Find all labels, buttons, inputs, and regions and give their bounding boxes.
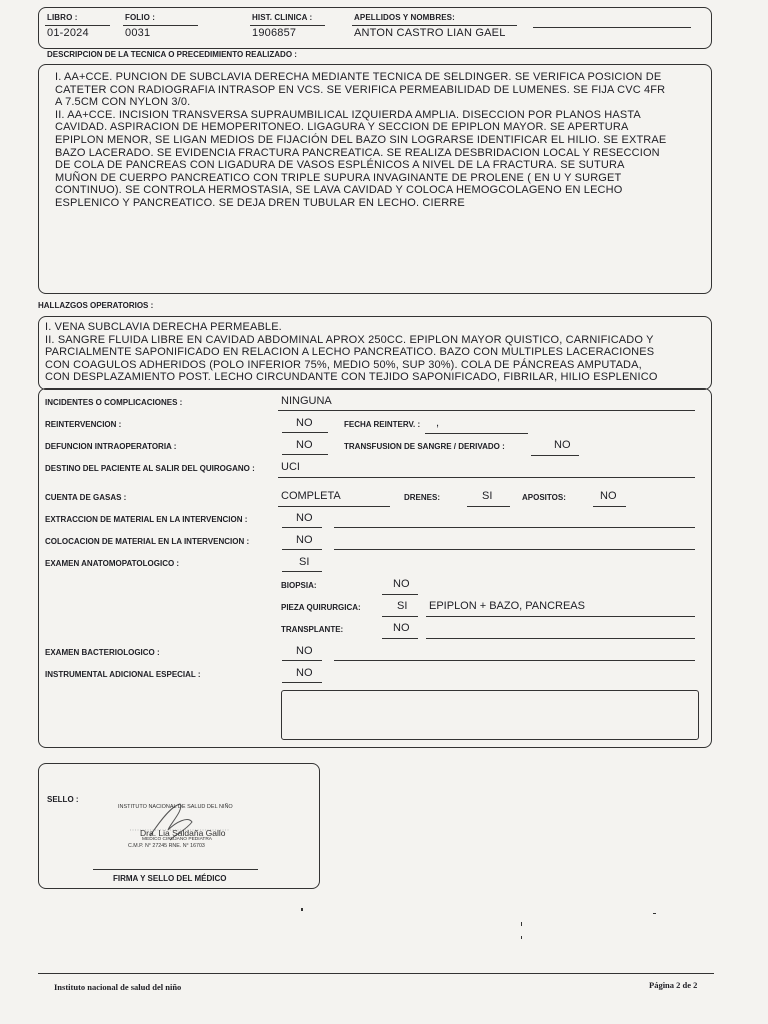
transfusion-label: TRANSFUSION DE SANGRE / DERIVADO :	[344, 442, 505, 451]
hallazgos-text: I. VENA SUBCLAVIA DERECHA PERMEABLE. II. SANGRE FLUIDA LIBRE EN CAVIDAD ABDOMINAL APROX 250CC. EPIPLON MAYOR QUISTICO, CARNIFICADO Y PARCIALMENTE SAPONIFICADO EN RELACION A LECHO PANCREATICO. BAZO CON MULTIPLES LACERACIONES CON COAGULOS ADHERIDOS (POLO INFERIOR 75%, MEDIO 50%, SUP 30%). COLA DE PÁNCREAS AMPUTADA, CON DESPLAZAMIENTO POST. LECHO CIRCUNDANTE CON TEJIDO SAPONIFICADO, FIBRILAR, HILIO ESPLENICO	[45, 321, 658, 384]
hist-clinica-label: HIST. CLINICA :	[252, 13, 313, 22]
folio-underline	[123, 25, 198, 26]
incidentes-value: NINGUNA	[281, 395, 332, 407]
apositos-label: APOSITOS:	[522, 493, 566, 502]
pieza-underline	[382, 616, 418, 617]
extraccion-underline-2	[334, 527, 695, 528]
scan-mark	[301, 908, 303, 911]
bacterio-underline-2	[334, 660, 695, 661]
colocacion-value: NO	[296, 534, 313, 546]
anatomo-value: SI	[299, 556, 310, 568]
scan-mark	[521, 936, 522, 939]
extraccion-value: NO	[296, 512, 313, 524]
libro-label: LIBRO :	[47, 13, 78, 22]
colocacion-underline	[282, 549, 322, 550]
hist-clinica-value: 1906857	[252, 27, 297, 39]
transplante-underline	[382, 638, 418, 639]
colocacion-underline-2	[334, 549, 695, 550]
transplante-underline-2	[426, 638, 695, 639]
signature-line	[93, 869, 258, 870]
bacterio-label: EXAMEN BACTERIOLOGICO :	[45, 648, 160, 657]
doctor-stamp	[110, 800, 260, 860]
biopsia-value: NO	[393, 578, 410, 590]
pieza-detail-underline	[426, 616, 695, 617]
defuncion-underline	[282, 454, 328, 455]
tecnica-text: I. AA+CCE. PUNCION DE SUBCLAVIA DERECHA MEDIANTE TECNICA DE SELDINGER. SE VERIFICA POSICION DE CATETER CON RADIOGRAFIA INTRASOP EN VCS. SE VERIFICA PERMEABILIDAD DE LUMENES. SE FIJA CVC 4FR A 7.5CM CON NYLON 3/0. II. AA+CCE. INCISION TRANSVERSA SUPRAUMBILICAL IZQUIERDA AMPLIA. DISECCION POR PLANOS HASTA CAVIDAD. ASPIRACION DE HEMOPERITONEO. LIGAGURA Y SECCION DE EPIPLON MAYOR. SE APERTURA EPIPLON MENOR, SE LIGAN MEDIOS DE FIJACIÓN DEL BAZO SIN LOGRARSE IDENTIFICAR EL HILIO. SE EXTRAE BAZO LACERADO. SE EVIDENCIA FRACTURA PANCREATICA. SE REALIZA DESBRIDACION LOCAL Y RESECCION DE COLA DE PANCREAS CON LIGADURA DE VASOS ESPLÉNICOS A NIVEL DE LA FRACTURA. SE SUTURA MUÑON DE CUERPO PANCREATICO CON TRIPLE SUPURA INVAGINANTE DE PROLENE ( EN U Y SURGET CONTINUO). SE CONTROLA HERMOSTASIA, SE LAVA CAVIDAD Y COLOCA HEMOGCOLAGENO EN LECHO ESPLENICO Y PANCREATICO. SE DEJA DREN TUBULAR EN LECHO. CIERRE	[55, 71, 667, 209]
pieza-value: SI	[397, 600, 408, 612]
destino-underline	[278, 477, 695, 478]
stamp-doctor-name: Dra. Lia Saldaña Gallo	[140, 828, 226, 838]
hallazgos-title: HALLAZGOS OPERATORIOS :	[38, 301, 154, 310]
cuenta-gasas-underline	[278, 506, 390, 507]
cuenta-gasas-label: CUENTA DE GASAS :	[45, 493, 127, 502]
incidentes-label: INCIDENTES O COMPLICACIONES :	[45, 398, 183, 407]
instrumental-label: INSTRUMENTAL ADICIONAL ESPECIAL :	[45, 670, 201, 679]
anatomo-label: EXAMEN ANATOMOPATOLOGICO :	[45, 559, 180, 568]
destino-value: UCI	[281, 461, 300, 473]
fecha-reinterv-value: ,	[436, 417, 440, 429]
hallazgos-box	[38, 316, 712, 390]
footer-institution: Instituto nacional de salud del niño	[54, 982, 182, 992]
scan-mark	[653, 913, 656, 914]
apellidos-underline-2	[533, 27, 691, 28]
libro-value: 01-2024	[47, 27, 89, 39]
biopsia-label: BIOPSIA:	[281, 581, 317, 590]
defuncion-label: DEFUNCION INTRAOPERATORIA :	[45, 442, 177, 451]
anatomo-underline	[282, 571, 322, 572]
libro-underline	[45, 25, 110, 26]
defuncion-value: NO	[296, 439, 313, 451]
drenes-value: SI	[482, 490, 493, 502]
stamp-doctor-role: MEDICO CIRUJANO PEDIATRA	[142, 837, 213, 842]
apellidos-label: APELLIDOS Y NOMBRES:	[354, 13, 455, 22]
transplante-label: TRANSPLANTE:	[281, 625, 344, 634]
colocacion-label: COLOCACION DE MATERIAL EN LA INTERVENCION :	[45, 537, 250, 546]
instrumental-notes-box	[281, 690, 699, 740]
pieza-label: PIEZA QUIRURGICA:	[281, 603, 361, 612]
scan-mark	[521, 922, 522, 926]
fecha-reinterv-underline	[425, 433, 528, 434]
cuenta-gasas-value: COMPLETA	[281, 490, 341, 502]
apellidos-underline	[352, 25, 517, 26]
apellidos-value: ANTON CASTRO LIAN GAEL	[354, 27, 506, 39]
bacterio-value: NO	[296, 645, 313, 657]
transplante-value: NO	[393, 622, 410, 634]
incidentes-underline	[278, 410, 695, 411]
pieza-detail: EPIPLON + BAZO, PANCREAS	[429, 600, 585, 612]
reintervencion-value: NO	[296, 417, 313, 429]
destino-label: DESTINO DEL PACIENTE AL SALIR DEL QUIROGANO :	[45, 464, 255, 473]
apositos-value: NO	[600, 490, 617, 502]
drenes-underline	[467, 506, 510, 507]
extraccion-label: EXTRACCION DE MATERIAL EN LA INTERVENCION :	[45, 515, 248, 524]
extraccion-underline	[282, 527, 322, 528]
transfusion-underline	[531, 455, 579, 456]
footer-page-number: Página 2 de 2	[649, 980, 698, 990]
footer-rule	[38, 973, 714, 974]
hist-underline	[250, 25, 325, 26]
signature-caption: FIRMA Y SELLO DEL MÉDICO	[113, 874, 227, 883]
reintervencion-underline	[282, 432, 328, 433]
sello-label: SELLO :	[47, 795, 79, 804]
instrumental-value: NO	[296, 667, 313, 679]
folio-value: 0031	[125, 27, 151, 39]
folio-label: FOLIO :	[125, 13, 156, 22]
drenes-label: DRENES:	[404, 493, 441, 502]
fecha-reinterv-label: FECHA REINTERV. :	[344, 420, 421, 429]
transfusion-value: NO	[554, 439, 571, 451]
biopsia-underline	[382, 594, 418, 595]
apositos-underline	[593, 506, 626, 507]
tecnica-title: DESCRIPCION DE LA TECNICA O PRECEDIMIENTO REALIZADO :	[47, 50, 297, 59]
bacterio-underline	[282, 660, 322, 661]
instrumental-underline	[282, 682, 322, 683]
stamp-institution: INSTITUTO NACIONAL DE SALUD DEL NIÑO	[118, 804, 233, 810]
stamp-registration: C.M.P. N° 27245 RNE. N° 16703	[128, 843, 205, 849]
reintervencion-label: REINTERVENCION :	[45, 420, 122, 429]
